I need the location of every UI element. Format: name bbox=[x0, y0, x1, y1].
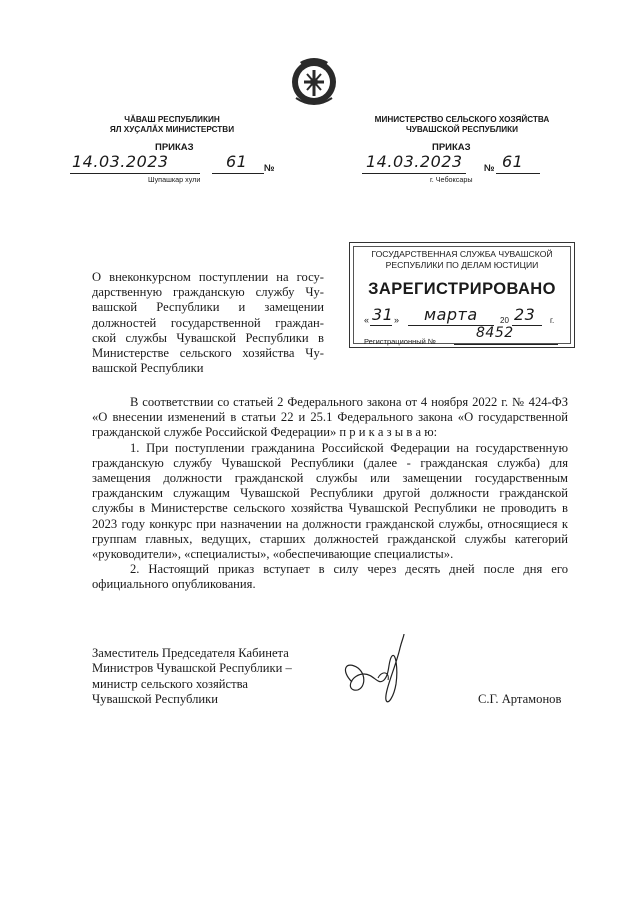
left-number: 61 bbox=[226, 152, 248, 171]
document-body bbox=[92, 395, 568, 593]
right-number-underline bbox=[496, 173, 540, 174]
subject-line: вашской Республики и замещении bbox=[92, 300, 324, 315]
header-right-ministry bbox=[362, 115, 562, 135]
left-date: 14.03.2023 bbox=[72, 152, 169, 171]
header-left-line2: ЯЛ ХУҪАЛӐХ МИНИСТЕРСТВИ bbox=[109, 125, 235, 134]
header-right-line2: ЧУВАШСКОЙ РЕСПУБЛИКИ bbox=[406, 125, 518, 134]
stamp-month: марта bbox=[424, 305, 478, 324]
signatory-title bbox=[92, 646, 292, 708]
subject-line: Министерстве сельского хозяйства Чу- bbox=[92, 346, 324, 361]
stamp-year-suffix: 23 bbox=[514, 305, 536, 324]
stamp-year-prefix: 20 bbox=[500, 316, 509, 325]
right-date: 14.03.2023 bbox=[366, 152, 463, 171]
subject-line: ской службы Чувашской Республики в bbox=[92, 330, 324, 345]
chuvash-emblem-icon bbox=[286, 52, 342, 110]
stamp-quote-close: » bbox=[394, 315, 400, 325]
stamp-quote-open: « bbox=[364, 315, 370, 325]
stamp-title: ЗАРЕГИСТРИРОВАНО bbox=[368, 280, 556, 298]
left-city: Шупашкар хули bbox=[148, 175, 201, 184]
stamp-reg-label: Регистрационный № bbox=[364, 337, 436, 346]
left-number-underline bbox=[212, 173, 264, 174]
body-item-2: 2. Настоящий приказ вступает в силу через десять дней после дня его официального опубликования. bbox=[92, 562, 568, 592]
subject-line: О внеконкурсном поступлении на госу- bbox=[92, 270, 324, 284]
signatory-line: Заместитель Председателя Кабинета bbox=[92, 646, 289, 660]
subject-line: должностей государственной граждан- bbox=[92, 315, 324, 330]
right-city: г. Чебоксары bbox=[430, 175, 473, 184]
stamp-line2: РЕСПУБЛИКИ ПО ДЕЛАМ ЮСТИЦИИ bbox=[385, 260, 539, 270]
header-left-ministry bbox=[92, 115, 252, 135]
signatory-line: министр сельского хозяйства bbox=[92, 676, 248, 691]
header-left-line1: ЧӐВАШ РЕСПУБЛИКИН bbox=[124, 115, 220, 124]
header-right-line1: МИНИСТЕРСТВО СЕЛЬСКОГО ХОЗЯЙСТВА bbox=[374, 115, 550, 124]
left-number-sign: № bbox=[264, 163, 275, 174]
body-intro: В соответствии со статьей 2 Федерального закона от 4 ноября 2022 г. № 424-ФЗ «О внесении изменений в статьи 22 и 25.1 Федерального закона «О государственной гражданской службе Российской Федерации» п р и к а з ы в а ю: bbox=[92, 395, 568, 440]
order-word-left: ПРИКАЗ bbox=[155, 142, 194, 153]
handwritten-signature bbox=[338, 630, 418, 714]
order-word-right: ПРИКАЗ bbox=[432, 142, 471, 153]
right-date-underline bbox=[362, 173, 466, 174]
stamp-reg-number: 8452 bbox=[476, 325, 514, 341]
stamp-day: 31 bbox=[372, 305, 394, 324]
signatory-line: Министров Чувашской Республики – bbox=[92, 661, 292, 676]
subject-line: вашской Республики bbox=[92, 361, 204, 376]
signatory-line: Чувашской Республики bbox=[92, 692, 218, 707]
body-item-1: 1. При поступлении гражданина Российской Федерации на государственную гражданскую службу Чувашской Республики (далее - гражданская служба) для замещения должности гражданской службы или замещении государственным гражданским служащим Чувашской Республики другой должности гражданской службы в Министерстве сельского хозяйства Чувашской Республики не проводить в 2023 году конкурс при назначении на должности гражданской службы, относящиеся к группам главных, ведущих, старших должностей гражданской службы категорий «руководители», «специалисты», «обеспечивающие специалисты». bbox=[92, 440, 568, 562]
stamp-year-underline bbox=[512, 325, 542, 326]
subject-block bbox=[92, 270, 324, 376]
subject-line: дарственную гражданскую службу Чу- bbox=[92, 285, 324, 300]
stamp-year-unit: г. bbox=[550, 316, 555, 325]
stamp-line1: ГОСУДАРСТВЕННАЯ СЛУЖБА ЧУВАШСКОЙ bbox=[371, 249, 553, 259]
signatory-name: С.Г. Артамонов bbox=[478, 692, 562, 706]
right-number-sign: № bbox=[484, 163, 495, 174]
stamp-reg-underline bbox=[454, 344, 558, 345]
left-date-underline bbox=[70, 173, 200, 174]
right-number: 61 bbox=[502, 152, 524, 171]
stamp-day-underline bbox=[370, 325, 392, 326]
registration-stamp bbox=[349, 242, 575, 348]
